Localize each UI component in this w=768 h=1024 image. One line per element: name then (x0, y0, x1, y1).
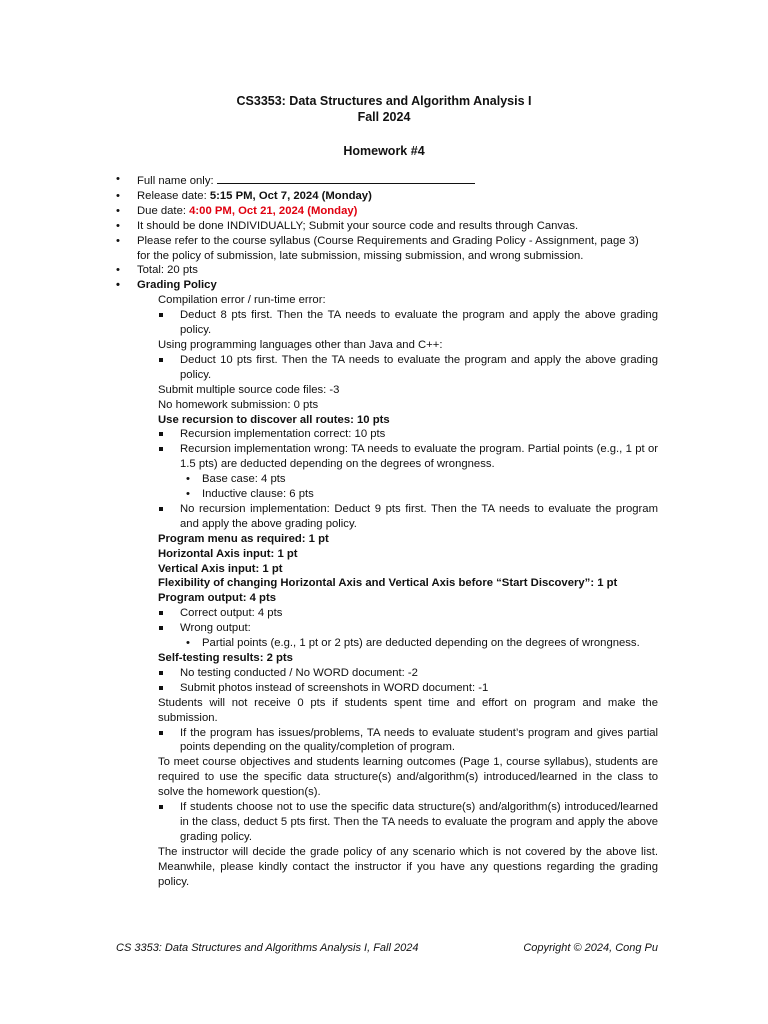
selftest-heading: Self-testing results: 2 pts (158, 652, 293, 664)
grading-policy-heading: • Grading Policy (116, 278, 658, 293)
instructor-text: The instructor will decide the grade policy of any scenario which is not covered by the above list. Meanwhile, please kindly contact the instructor if you have any questions regarding the grading policy. (158, 845, 658, 888)
menu-heading: Program menu as required: 1 pt (158, 532, 329, 545)
due-label: Due date: (137, 204, 186, 217)
horizontal-heading: Horizontal Axis input: 1 pt (158, 547, 298, 560)
individual-item: • It should be done INDIVIDUALLY; Submit your source code and results through Canvas. (116, 219, 658, 234)
recursion-heading: Use recursion to discover all routes: 10 pts (158, 413, 390, 426)
no-testing-item: No testing conducted / No WORD document: -2 (116, 666, 658, 681)
compile-error-text: Compilation error / run-time error: (158, 294, 326, 307)
full-name-label: Full name only: (137, 175, 214, 187)
partial-output-item: • Partial points (e.g., 1 pt or 2 pts) are deducted depending on the degrees of wrongness. (116, 636, 658, 651)
syllabus-line-1: • Please refer to the course syllabus (Course Requirements and Grading Policy - Assignment, page 3) (137, 234, 639, 247)
compile-deduct-item: Deduct 8 pts first. Then the TA needs to evaluate the program and apply the above grading policy. (116, 308, 658, 338)
release-label: Release date: (137, 189, 207, 202)
recursion-correct-item: Recursion implementation correct: 10 pts (116, 427, 658, 442)
full-name-blank[interactable] (217, 172, 475, 184)
due-value: 4:00 PM, Oct 21, 2024 (Monday) (189, 204, 358, 217)
syllabus-item (116, 234, 658, 264)
total-item: • Total: 20 pts (116, 263, 658, 278)
homework-title: Homework #4 (343, 144, 425, 158)
multiple-files-text: Submit multiple source code files: -3 (158, 383, 340, 396)
full-name-item (116, 172, 658, 189)
photos-item: Submit photos instead of screenshots in WORD document: -1 (116, 681, 658, 696)
no-recursion-item: No recursion implementation: Deduct 9 pts first. Then the TA needs to evaluate the program and apply the above grading policy. (116, 502, 658, 532)
vertical-heading: Vertical Axis input: 1 pt (158, 562, 283, 575)
flexibility-heading: Flexibility of changing Horizontal Axis and Vertical Axis before “Start Discovery”: 1 pt (158, 577, 618, 590)
issues-item: If the program has issues/problems, TA needs to evaluate student’s program and gives partial points depending on the quality/completion of program. (116, 726, 658, 756)
due-date-item (116, 204, 658, 219)
correct-output-item: Correct output: 4 pts (116, 606, 658, 621)
course-title: CS3353: Data Structures and Algorithm Analysis I (236, 94, 532, 108)
term: Fall 2024 (357, 110, 411, 124)
footer-course: CS 3353: Data Structures and Algorithms Analysis I, Fall 2024 (116, 942, 419, 954)
syllabus-line-2: for the policy of submission, late submission, missing submission, and wrong submission. (137, 249, 584, 262)
base-case-item: • Base case: 4 pts (116, 472, 658, 487)
no-submission-text: No homework submission: 0 pts (158, 398, 319, 411)
release-date-item (116, 189, 658, 204)
wrong-output-item: Wrong output: (116, 621, 658, 636)
footer-copyright: Copyright © 2024, Cong Pu (523, 942, 658, 954)
inductive-item: • Inductive clause: 6 pts (116, 487, 658, 502)
recursion-wrong-item: Recursion implementation wrong: TA needs to evaluate the program. Partial points (e.g., 1 pt or 1.5 pts) are deducted depending on the degrees of wrongness. (116, 442, 658, 472)
output-heading: Program output: 4 pts (158, 592, 276, 605)
not-use-item: If students choose not to use the specific data structure(s) and/algorithm(s) introduced/learned in the class, deduct 5 pts first. Then the TA needs to evaluate the program and apply the above grading policy. (116, 800, 658, 845)
students-zero-text: Students will not receive 0 pts if students spent time and effort on program and make the submission. (158, 696, 658, 724)
release-value: 5:15 PM, Oct 7, 2024 (Monday) (209, 189, 372, 202)
language-deduct-item: Deduct 10 pts first. Then the TA needs to evaluate the program and apply the above grading policy. (116, 353, 658, 383)
objectives-text: To meet course objectives and students learning outcomes (Page 1, course syllabus), students are required to use the specific data structure(s) and/algorithm(s) introduced/learned in the class to solve the homework question(s). (158, 756, 658, 799)
document-body (116, 172, 658, 890)
language-text: Using programming languages other than Java and C++: (158, 338, 443, 351)
